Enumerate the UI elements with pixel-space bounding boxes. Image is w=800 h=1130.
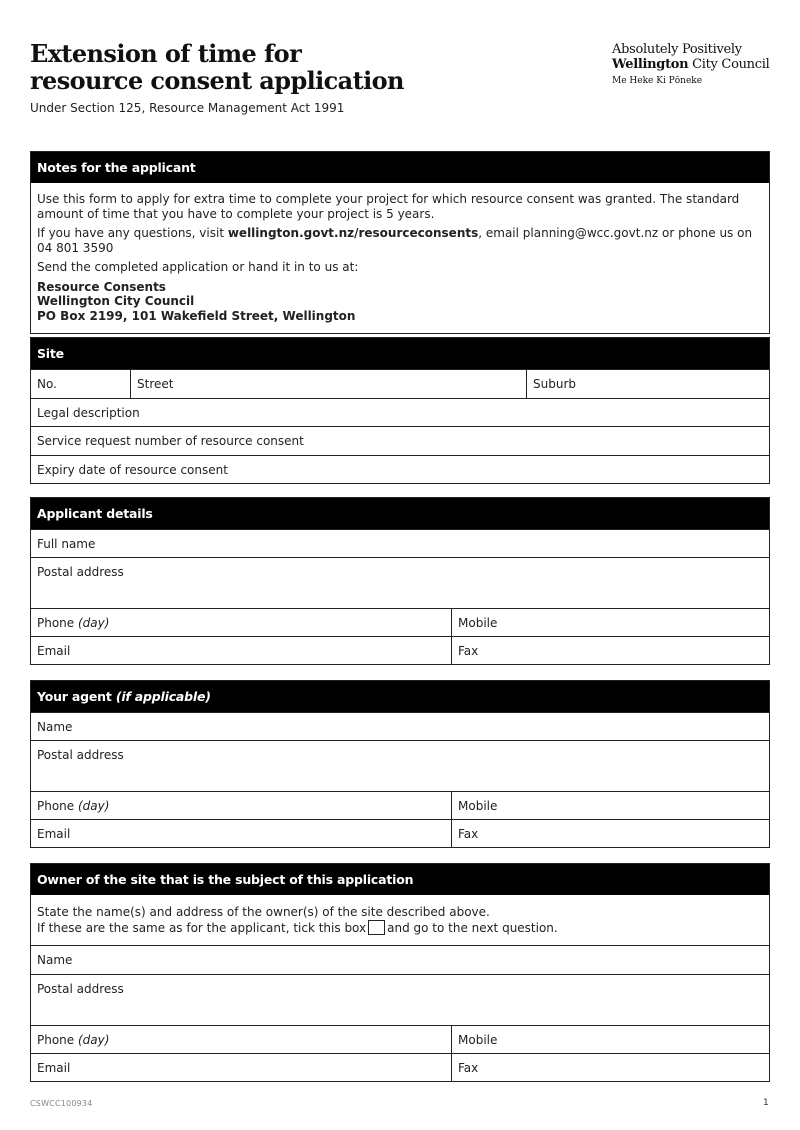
applicant-email-label: Email — [37, 644, 71, 658]
applicant-phone-row — [31, 608, 769, 636]
agent-mobile-field[interactable] — [451, 792, 769, 819]
agent-heading — [31, 681, 769, 712]
owner-postal-field[interactable] — [31, 975, 769, 1025]
site-address-row — [31, 369, 769, 398]
site-suburb-field[interactable] — [526, 370, 769, 398]
expiry-date-label: Expiry date of resource consent — [37, 463, 228, 477]
notes-para-2-post: , email planning@wcc.govt.nz or phone us on 04 801 3590 — [37, 226, 753, 255]
owner-instructions-row — [31, 895, 769, 945]
applicant-name-row — [31, 529, 769, 557]
service-request-label: Service request number of resource consent — [37, 434, 304, 448]
page-number: 1 — [763, 1098, 769, 1108]
owner-phone-label: Phone — [37, 1033, 75, 1047]
applicant-postal-label: Postal address — [37, 565, 124, 579]
agent-phone-field[interactable] — [31, 792, 451, 819]
applicant-email-row — [31, 636, 769, 664]
notes-section — [30, 151, 770, 334]
notes-para-1: Use this form to apply for extra time to complete your project for which resource consent was granted. The standard amount of time that you have to complete your project is 5 years. — [37, 192, 740, 221]
agent-email-label: Email — [37, 827, 71, 841]
owner-instruction-post: and go to the next question. — [387, 921, 558, 935]
logo-rest: City Council — [688, 57, 770, 72]
agent-phone-day: (day) — [78, 799, 110, 813]
agent-phone-row — [31, 791, 769, 819]
applicant-postal-field[interactable] — [31, 558, 769, 608]
agent-postal-row — [31, 740, 769, 791]
service-request-row — [31, 426, 769, 455]
owner-postal-row — [31, 974, 769, 1025]
owner-mobile-field[interactable] — [451, 1026, 769, 1053]
site-section — [30, 337, 770, 484]
owner-phone-row — [31, 1025, 769, 1053]
agent-email-row — [31, 819, 769, 847]
owner-phone-field[interactable] — [31, 1026, 451, 1053]
same-as-applicant-checkbox[interactable] — [368, 920, 385, 935]
agent-name-field[interactable] — [31, 713, 769, 740]
owner-mobile-label: Mobile — [458, 1033, 498, 1047]
owner-instructions — [31, 895, 769, 945]
agent-heading-italic: (if applicable) — [115, 689, 211, 704]
site-no-field[interactable] — [31, 370, 130, 398]
title-line-2: resource consent application — [30, 66, 404, 95]
applicant-mobile-label: Mobile — [458, 616, 498, 630]
owner-name-row — [31, 945, 769, 974]
site-heading: Site — [31, 338, 769, 369]
owner-instruction-line-1: State the name(s) and address of the owner(s) of the site described above. — [37, 905, 490, 919]
logo-bold: Wellington — [612, 57, 689, 72]
applicant-phone-day: (day) — [78, 616, 110, 630]
owner-email-label: Email — [37, 1061, 71, 1075]
applicant-full-name-label: Full name — [37, 537, 96, 551]
agent-name-label: Name — [37, 720, 73, 734]
logo-line-2 — [612, 57, 769, 72]
agent-postal-label: Postal address — [37, 748, 124, 762]
expiry-date-row — [31, 455, 769, 483]
agent-heading-text: Your agent — [37, 689, 112, 704]
agent-section — [30, 680, 770, 848]
applicant-section — [30, 497, 770, 665]
agent-email-field[interactable] — [31, 820, 451, 847]
notes-para-2-pre: If you have any questions, visit — [37, 226, 228, 240]
legal-description-label: Legal description — [37, 406, 140, 420]
owner-heading: Owner of the site that is the subject of this application — [31, 864, 769, 895]
agent-fax-field[interactable] — [451, 820, 769, 847]
agent-fax-label: Fax — [458, 827, 479, 841]
applicant-fax-field[interactable] — [451, 637, 769, 664]
owner-name-field[interactable] — [31, 946, 769, 974]
owner-instruction-pre: If these are the same as for the applicant, tick this box — [37, 921, 367, 935]
applicant-email-field[interactable] — [31, 637, 451, 664]
notes-para-2 — [37, 226, 763, 255]
form-code: CSWCC100934 — [30, 1099, 93, 1108]
expiry-date-field[interactable] — [31, 456, 769, 483]
service-request-field[interactable] — [31, 427, 769, 455]
agent-postal-field[interactable] — [31, 741, 769, 791]
owner-postal-label: Postal address — [37, 982, 124, 996]
resource-consents-link[interactable]: wellington.govt.nz/resourceconsents — [227, 226, 479, 240]
owner-fax-field[interactable] — [451, 1054, 769, 1081]
title-line-1: Extension of time for — [30, 39, 302, 68]
owner-instruction-line-2 — [37, 920, 763, 936]
address-line-3: PO Box 2199, 101 Wakefield Street, Wellington — [37, 308, 356, 323]
notes-para-3: Send the completed application or hand it in to us at: — [37, 260, 359, 274]
legal-description-row — [31, 398, 769, 426]
postal-address-block — [37, 280, 763, 324]
notes-body — [31, 183, 769, 333]
applicant-full-name-field[interactable] — [31, 530, 769, 557]
agent-phone-label: Phone — [37, 799, 75, 813]
agent-mobile-label: Mobile — [458, 799, 498, 813]
page-title — [30, 40, 404, 94]
page-subtitle: Under Section 125, Resource Management Act 1991 — [30, 101, 345, 115]
site-street-label: Street — [137, 377, 174, 391]
legal-description-field[interactable] — [31, 399, 769, 426]
applicant-phone-field[interactable] — [31, 609, 451, 636]
site-street-field[interactable] — [130, 370, 526, 398]
address-line-2: Wellington City Council — [37, 294, 195, 308]
applicant-mobile-field[interactable] — [451, 609, 769, 636]
owner-section — [30, 863, 770, 1082]
agent-name-row — [31, 712, 769, 740]
notes-heading: Notes for the applicant — [31, 152, 769, 183]
owner-email-row — [31, 1053, 769, 1081]
applicant-postal-row — [31, 557, 769, 608]
logo-line-1: Absolutely Positively — [612, 42, 742, 57]
site-no-label: No. — [37, 377, 57, 391]
logo-tagline: Me Heke Ki Pōneke — [612, 76, 703, 86]
owner-name-label: Name — [37, 953, 73, 967]
applicant-fax-label: Fax — [458, 644, 479, 658]
site-suburb-label: Suburb — [533, 377, 576, 391]
owner-email-field[interactable] — [31, 1054, 451, 1081]
applicant-phone-label: Phone — [37, 616, 75, 630]
council-logo — [612, 42, 769, 87]
owner-fax-label: Fax — [458, 1061, 479, 1075]
applicant-heading: Applicant details — [31, 498, 769, 529]
address-line-1: Resource Consents — [37, 279, 166, 294]
owner-phone-day: (day) — [78, 1033, 110, 1047]
